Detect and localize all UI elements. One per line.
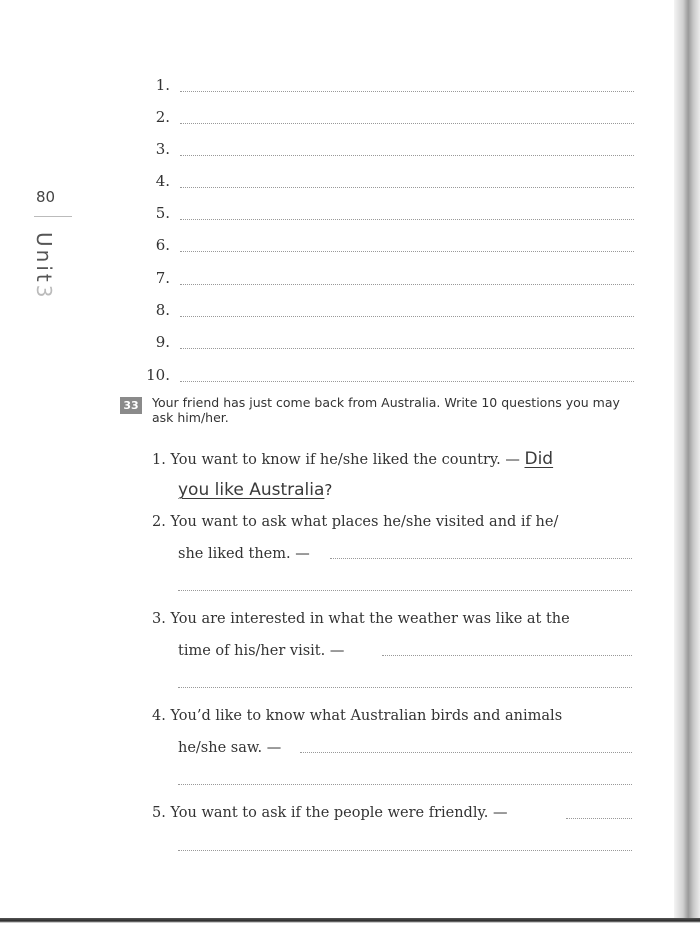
blank-line-row[interactable] [140,331,634,351]
blank-line-row[interactable] [140,74,634,94]
line-number: 5. [155,204,170,222]
unit-number: 3 [32,284,56,301]
line-number: 7. [155,269,170,287]
writing-line[interactable] [180,284,634,285]
blank-line-row[interactable] [140,106,634,126]
side-divider [34,216,72,217]
writing-line[interactable] [180,91,634,92]
page-number: 80 [36,188,56,206]
line-number: 6. [155,236,170,254]
answer-question-mark: ? [324,481,333,499]
question-number: 3. [152,611,166,627]
question-4-line2: he/she saw. — [178,740,282,756]
question-number: 1. [152,452,166,468]
answer-line[interactable] [178,687,632,688]
question-prompt: You want to ask what places he/she visited and if he/ [170,514,559,530]
writing-line[interactable] [180,251,634,252]
blank-line-row[interactable] [140,364,634,384]
exercise-instruction: Your friend has just come back from Australia. Write 10 questions you may ask him/her. [152,395,620,425]
line-number: 4. [155,172,170,190]
question-2-line1 [152,514,558,530]
handwritten-answer: you like Australia [178,480,325,500]
exercise-number-badge: 33 [120,397,142,414]
writing-line[interactable] [180,316,634,317]
page-bottom-edge [0,918,700,943]
writing-line[interactable] [180,348,634,349]
blank-line-row[interactable] [140,170,634,190]
question-number: 4. [152,708,166,724]
question-prompt: You’d like to know what Australian birds and animals [170,708,563,724]
question-3-line1 [152,611,570,627]
question-4-line1 [152,708,562,724]
unit-word: Unit [32,232,56,285]
question-number: 2. [152,514,166,530]
writing-line[interactable] [180,123,634,124]
line-number: 9. [155,333,170,351]
answer-line[interactable] [330,558,632,559]
answer-line[interactable] [178,850,632,851]
question-1-line2 [178,480,332,500]
question-1-line1 [152,449,553,469]
blank-line-row[interactable] [140,138,634,158]
blank-line-row[interactable] [140,202,634,222]
writing-line[interactable] [180,381,634,382]
line-number: 1. [155,76,170,94]
question-2-line2: she liked them. — [178,546,310,562]
line-number: 8. [155,301,170,319]
writing-line[interactable] [180,187,634,188]
question-prompt: You are interested in what the weather was like at the [170,611,570,627]
blank-line-row[interactable] [140,234,634,254]
writing-line[interactable] [180,219,634,220]
line-number: 2. [155,108,170,126]
question-3-line2: time of his/her visit. — [178,643,345,659]
answer-line[interactable] [382,655,632,656]
answer-line[interactable] [566,818,632,819]
answer-line[interactable] [178,784,632,785]
line-number: 10. [146,366,170,384]
writing-line[interactable] [180,155,634,156]
answer-line[interactable] [178,590,632,591]
question-prompt: You want to know if he/she liked the country. — [170,452,520,468]
unit-label [30,232,56,312]
question-prompt: You want to ask if the people were friendly. — [170,805,508,821]
book-spine-shadow [674,0,700,943]
answer-line[interactable] [300,752,632,753]
blank-line-row[interactable] [140,267,634,287]
question-number: 5. [152,805,166,821]
blank-line-row[interactable] [140,299,634,319]
line-number: 3. [155,140,170,158]
handwritten-answer-start: Did [524,449,554,469]
question-5-line1 [152,805,507,821]
